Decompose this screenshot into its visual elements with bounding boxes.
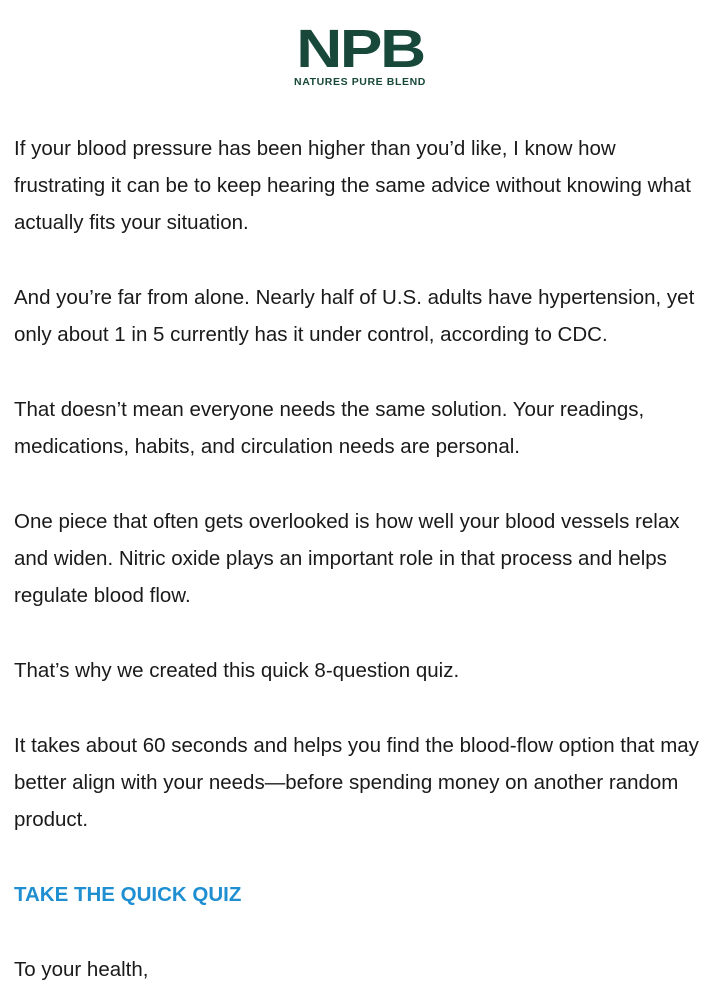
email-body	[14, 130, 710, 988]
body-paragraph: If your blood pressure has been higher than you’d like, I know how frustrating it can be to keep hearing the same advice without knowing what actually fits your situation.	[14, 137, 691, 234]
signoff-text: To your health,	[14, 958, 149, 981]
email-header	[0, 19, 720, 90]
logo-mark: NPB	[296, 19, 424, 79]
body-paragraph: That doesn’t mean everyone needs the same solution. Your readings, medications, habits, and circulation needs are personal.	[14, 398, 645, 458]
body-paragraph: And you’re far from alone. Nearly half of U.S. adults have hypertension, yet only about 1 in 5 currently has it under control, according to CDC.	[14, 286, 695, 346]
brand-logo	[294, 19, 426, 88]
logo-tagline: NATURES PURE BLEND	[294, 76, 426, 88]
take-quiz-link[interactable]: TAKE THE QUICK QUIZ	[14, 883, 242, 906]
body-paragraph: It takes about 60 seconds and helps you find the blood-flow option that may better align with your needs—before spending money on another random product.	[14, 734, 699, 831]
body-paragraph: One piece that often gets overlooked is how well your blood vessels relax and widen. Nitric oxide plays an important role in that process and helps regulate blood flow.	[14, 510, 680, 607]
body-paragraph: That’s why we created this quick 8-question quiz.	[14, 659, 460, 682]
